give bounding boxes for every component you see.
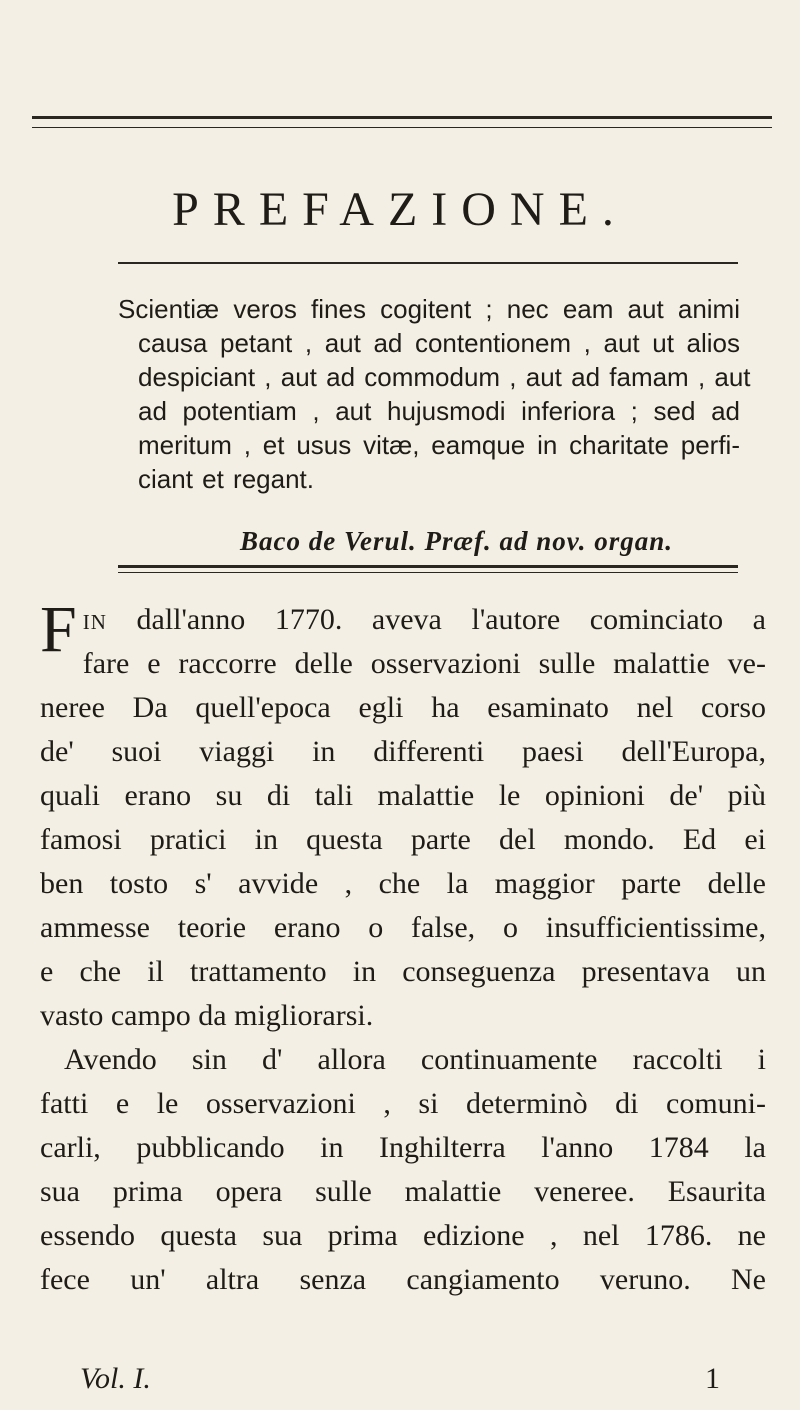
- body-line: e che il trattamento in conseguenza presentava un: [40, 955, 766, 988]
- body-line: quali erano su di tali malattie le opinioni de' più: [40, 779, 766, 812]
- body-line: essendo questa sua prima edizione , nel 1786. ne: [40, 1219, 766, 1252]
- body-line: Avendo sin d' allora continuamente raccolti i: [64, 1043, 766, 1076]
- first-line-rest: dall'anno 1770. aveva l'autore cominciato a: [106, 603, 766, 636]
- body-line: fare e raccorre delle osservazioni sulle malattie ve-: [82, 647, 766, 680]
- body-line: sua prima opera sulle malattie veneree. Esaurita: [40, 1175, 766, 1208]
- epigraph-line: meritum , et usus vitæ, eamque in charitate perfi-: [138, 430, 740, 460]
- epigraph-rule-thin: [118, 572, 738, 573]
- epigraph-line: ad potentiam , aut hujusmodi inferiora ; sed ad: [138, 396, 740, 426]
- epigraph-line: Scientiæ veros fines cogitent ; nec eam aut animi: [118, 294, 740, 324]
- epigraph-attribution: Baco de Verul. Præf. ad nov. organ.: [240, 526, 674, 556]
- body-line: fece un' altra senza cangiamento veruno. Ne: [40, 1263, 766, 1296]
- page-title: PREFAZIONE.: [172, 183, 628, 236]
- epigraph: [118, 292, 751, 496]
- body-text: [40, 593, 766, 1302]
- body-line: vasto campo da migliorarsi.: [40, 999, 374, 1032]
- epigraph-line: ciant et regant.: [138, 464, 314, 494]
- body-line: ammesse teorie erano o false, o insufficientissime,: [40, 911, 766, 944]
- epigraph-rule-thick: [118, 565, 738, 568]
- top-double-rule-thin: [32, 127, 772, 128]
- epigraph-line: causa petant , aut ad contentionem , aut ut alios: [138, 328, 740, 358]
- body-line: ben tosto s' avvide , che la maggior parte delle: [40, 867, 766, 900]
- page-footer: [80, 1362, 720, 1402]
- body-line: neree Da quell'epoca egli ha esaminato nel corso: [40, 691, 766, 724]
- body-line: de' suoi viaggi in differenti paesi dell'Europa,: [40, 735, 766, 768]
- drop-cap: F: [40, 593, 77, 666]
- title-rule: [118, 262, 738, 264]
- volume-mark: Vol. I.: [80, 1362, 151, 1395]
- epigraph-line: despiciant , aut ad commodum , aut ad famam , aut: [138, 362, 751, 392]
- signature-mark: 1: [705, 1362, 720, 1395]
- top-double-rule-thick: [32, 116, 772, 119]
- body-line: carli, pubblicando in Inghilterra l'anno 1784 la: [40, 1131, 766, 1164]
- first-word: in: [82, 603, 107, 636]
- body-line: famosi pratici in questa parte del mondo. Ed ei: [40, 823, 766, 856]
- body-line: fatti e le osservazioni , si determinò di comuni-: [40, 1087, 766, 1120]
